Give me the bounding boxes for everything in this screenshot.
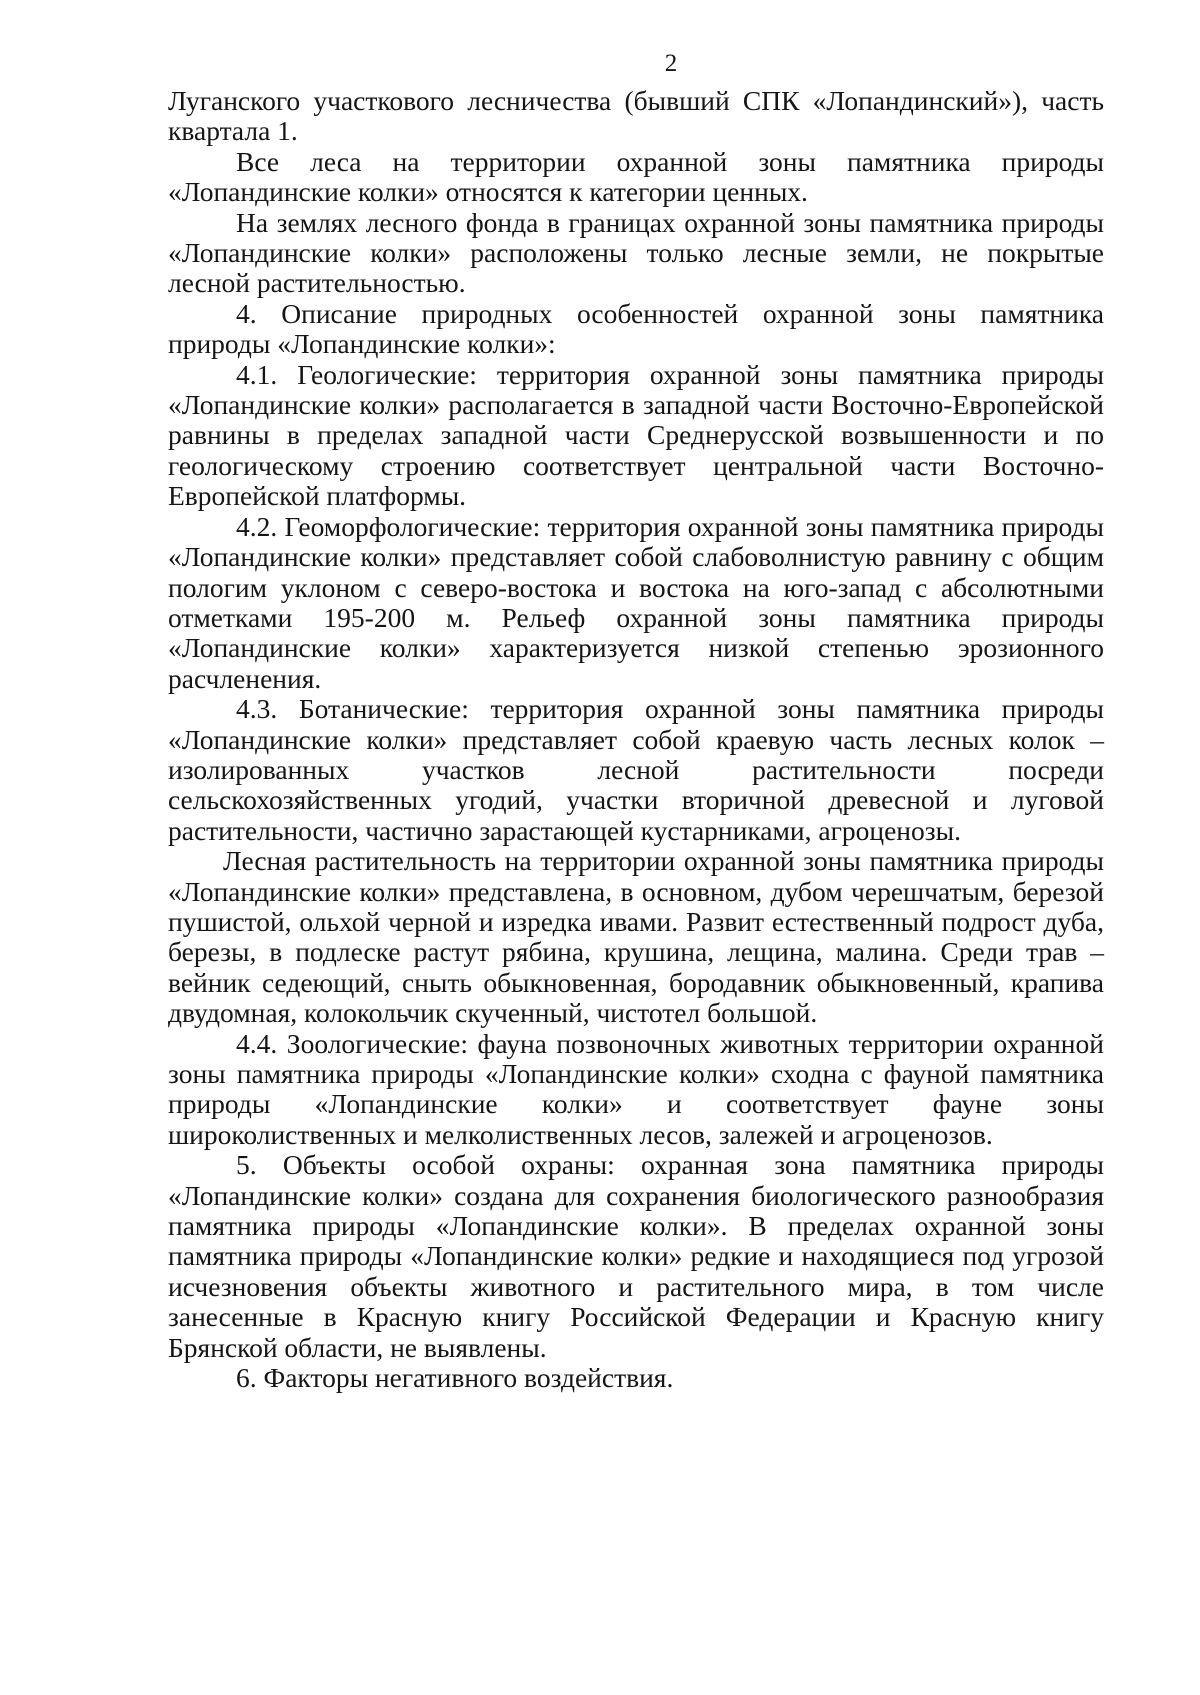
section-4-1-geological: 4.1. Геологические: территория охранной зоны памятника природы «Лопандинские колки» располагается в западной части Восточно-Европейской равнины в пределах западной части Среднерусской возвышенности и по геологическому строению соответствует центральной части Восточно-Европейской платформы. (168, 358, 1104, 512)
paragraph-forest-category: Все леса на территории охранной зоны памятника природы «Лопандинские колки» относятся к категории ценных. (168, 145, 1104, 208)
document-body (168, 86, 1104, 1393)
section-4-4-zoological: 4.4. Зоологические: фауна позвоночных животных территории охранной зоны памятника природы «Лопандинские колки» сходна с фауной памятника природы «Лопандинские колки» и соответствует фауне зоны широколиственных и мелколиственных лесов, залежей и агроценозов. (168, 1027, 1104, 1150)
section-4-2-geomorphological: 4.2. Геоморфологические: территория охранной зоны памятника природы «Лопандинские колки» представляет собой слабоволнистую равнину с общим пологим уклоном с северо-востока и востока на юго-запад с абсолютными отметками 195-200 м. Рельеф охранной зоны памятника природы «Лопандинские колки» характеризуется низкой степенью эрозионного расчленения. (168, 510, 1104, 694)
paragraph-continuation: Луганского участкового лесничества (бывший СПК «Лопандинский»), часть квартала 1. (168, 85, 1104, 147)
paragraph-forest-vegetation: Лесная растительность на территории охранной зоны памятника природы «Лопандинские колки» представлена, в основном, дубом черешчатым, березой пушистой, ольхой черной и изредка ивами. Развит естественный подрост дуба, березы, в подлеске растут рябина, крушина, лещина, малина. Среди трав – вейник седеющий, сныть обыкновенная, бородавник обыкновенный, крапива двудомная, колокольчик скученный, чистотел большой. (168, 845, 1104, 1029)
section-4-heading: 4. Описание природных особенностей охранной зоны памятника природы «Лопандинские колки»: (168, 297, 1104, 360)
page-number: 2 (664, 50, 678, 77)
paragraph-forest-lands: На землях лесного фонда в границах охранной зоны памятника природы «Лопандинские колки» расположены только лесные земли, не покрытые лесной растительностью. (168, 206, 1104, 299)
section-5-protected-objects: 5. Объекты особой охраны: охранная зона памятника природы «Лопандинские колки» создана для сохранения биологического разнообразия памятника природы «Лопандинские колки». В пределах охранной зоны памятника природы «Лопандинские колки» редкие и находящиеся под угрозой исчезновения объекты животного и растительного мира, в том числе занесенные в Красную книгу Российской Федерации и Красную книгу Брянской области, не выявлены. (168, 1149, 1104, 1363)
section-6-heading: 6. Факторы негативного воздействия. (236, 1362, 674, 1394)
section-4-3-botanical: 4.3. Ботанические: территория охранной зоны памятника природы «Лопандинские колки» представляет собой краевую часть лесных колок – изолированных участков лесной растительности посреди сельскохозяйственных угодий, участки вторичной древесной и луговой растительности, частично зарастающей кустарниками, агроценозы. (168, 693, 1104, 846)
